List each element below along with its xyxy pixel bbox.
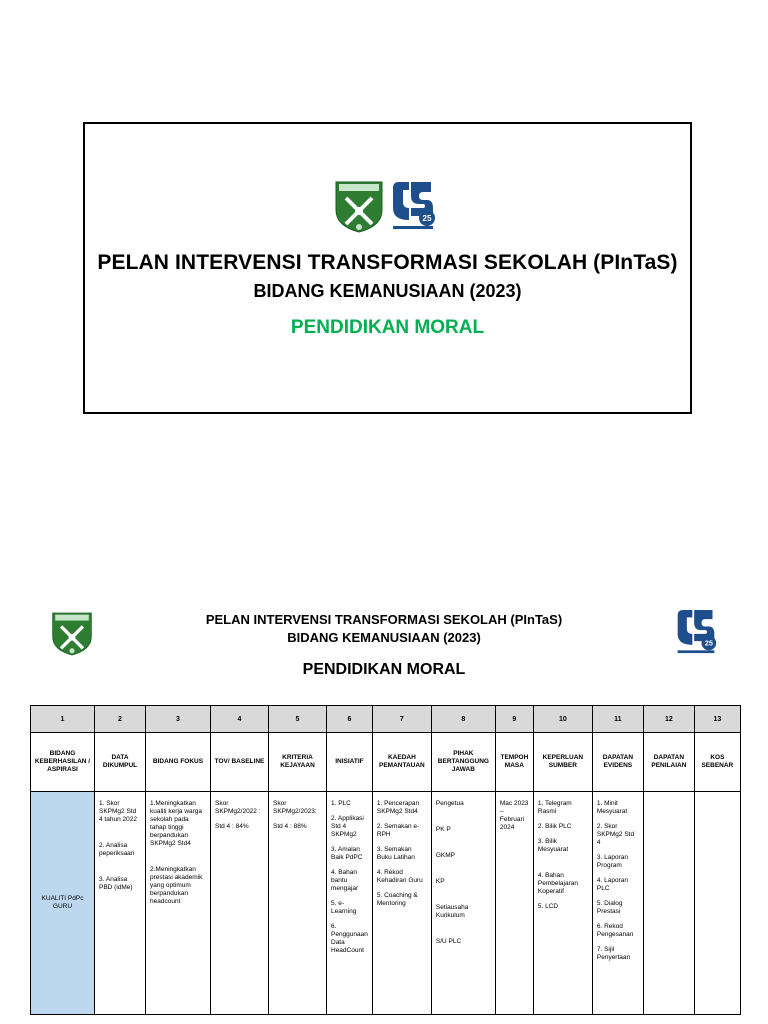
list-item: 2. Semakan e-RPH xyxy=(376,823,420,838)
dapatan-penilaian-cell xyxy=(643,792,694,1015)
column-number: 2 xyxy=(95,706,146,733)
kos-sebenar-cell xyxy=(694,792,740,1015)
cover-subtitle: BIDANG KEMANUSIAAN (2023) xyxy=(253,281,522,301)
column-number: 4 xyxy=(211,706,269,733)
list-item: 1. Skor SKPMg2 Std 4 tahun 2022 xyxy=(99,800,137,823)
column-header: INISIATIF xyxy=(327,733,373,792)
list-item: 1. PLC xyxy=(331,800,351,807)
keperluan-cell xyxy=(533,792,592,1015)
plan-table xyxy=(30,705,741,1015)
list-item: Skor SKPMg2/2023: xyxy=(273,800,317,815)
column-header: TOV/ BASELINE xyxy=(211,733,269,792)
list-item: 5. LCD xyxy=(537,903,559,910)
list-item: 1. Pencerapan SKPMg2 Std4 xyxy=(376,800,420,815)
list-item: 3. Amalan Baik PdPC xyxy=(331,846,363,861)
area-cell: KUALITI PdPc GURU xyxy=(31,792,95,1015)
list-item: 3. Analisa PBD (idMe) xyxy=(99,876,133,891)
column-header: KRITERIA KEJAYAAN xyxy=(269,733,327,792)
column-number: 9 xyxy=(495,706,533,733)
column-number: 13 xyxy=(694,706,740,733)
data-dikumpul-cell xyxy=(95,792,146,1015)
cover-box xyxy=(83,122,692,414)
list-item: 5. e-Learning xyxy=(331,900,357,915)
list-item: 3. Semakan Buku Latihan xyxy=(376,846,415,861)
list-item: 6. Penggunaan Data HeadCount xyxy=(331,923,368,954)
list-item: PK P xyxy=(435,826,451,833)
column-header: TEMPOH MASA xyxy=(495,733,533,792)
list-item: 4. Bahan Pembelajaran Koperatif xyxy=(537,872,578,895)
column-number: 7 xyxy=(372,706,431,733)
list-item: 7. Sijil Penyertaan xyxy=(596,946,631,961)
table-row xyxy=(31,792,741,1015)
dapatan-evidens-cell xyxy=(592,792,643,1015)
list-item: 1. Telegram Rasmi xyxy=(537,800,572,815)
list-item: 2. Bilik PLC xyxy=(537,823,572,830)
column-number: 11 xyxy=(592,706,643,733)
svg-text:25: 25 xyxy=(704,638,713,648)
list-item: 5. Dialog Prestasi xyxy=(596,900,623,915)
inisiatif-cell xyxy=(327,792,373,1015)
column-header: BIDANG FOKUS xyxy=(146,733,211,792)
list-item: Mac 2023 – Februari 2024 xyxy=(499,800,529,831)
list-item: 2.Meningkatkan prestasi akademik yang optimum berpandukan headcount xyxy=(150,866,203,905)
column-number: 8 xyxy=(431,706,495,733)
kriteria-cell xyxy=(269,792,327,1015)
list-item: 3. Laporan Program xyxy=(596,854,628,869)
list-item: 2. Skor SKPMg2 Std 4 xyxy=(596,823,635,846)
list-item: 1. Minit Mesyuarat xyxy=(596,800,628,815)
column-header: DAPATAN PENILAIAN xyxy=(643,733,694,792)
column-header-row xyxy=(31,733,741,792)
column-header: DATA DIKUMPUL xyxy=(95,733,146,792)
tempoh-cell xyxy=(495,792,533,1015)
list-item: KP xyxy=(435,878,445,885)
list-item: 4. Bahan bantu mengajar xyxy=(331,869,359,892)
pihak-cell xyxy=(431,792,495,1015)
tov-cell xyxy=(211,792,269,1015)
list-item: 1.Meningkatkan kualiti kerja warga sekolah pada tahap tinggi berpandukan SKPMg2 Std4 xyxy=(150,800,203,847)
column-number: 12 xyxy=(643,706,694,733)
list-item: 4. Laporan PLC xyxy=(596,877,628,892)
column-header: KOS SEBENAR xyxy=(694,733,740,792)
svg-text:25: 25 xyxy=(422,214,432,223)
cover-subject: PENDIDIKAN MORAL xyxy=(290,317,485,338)
list-item: Pengetua xyxy=(435,800,464,807)
list-item: Std 4 : 88% xyxy=(273,823,307,830)
column-header: DAPATAN EVIDENS xyxy=(592,733,643,792)
column-number: 10 xyxy=(533,706,592,733)
column-header: PIHAK BERTANGGUNG JAWAB xyxy=(431,733,495,792)
column-number: 1 xyxy=(31,706,95,733)
cover-title: PELAN INTERVENSI TRANSFORMASI SEKOLAH (PInTaS) xyxy=(97,251,678,274)
ts25-logo xyxy=(389,180,437,237)
list-item: Skor SKPMg2/2022 : xyxy=(215,800,261,815)
list-item: 3. Bilik Mesyuarat xyxy=(537,838,569,853)
column-number: 5 xyxy=(269,706,327,733)
list-item: 6. Rekod Pengesanan xyxy=(596,923,634,938)
list-item: 4. Rekod Kehadiran Guru xyxy=(376,869,423,884)
list-item: Std 4 : 84% xyxy=(215,823,249,830)
column-header: KEPERLUAN SUMBER xyxy=(533,733,592,792)
column-number-row xyxy=(31,706,741,733)
page-subject: PENDIDIKAN MORAL xyxy=(302,661,466,678)
list-item: 5. Coaching & Mentoring xyxy=(376,892,418,907)
bidang-fokus-cell xyxy=(146,792,211,1015)
page-title: PELAN INTERVENSI TRANSFORMASI SEKOLAH (PInTaS) xyxy=(205,612,563,627)
column-header: KAEDAH PEMANTAUAN xyxy=(372,733,431,792)
column-header: BIDANG KEBERHASILAN / ASPIRASI xyxy=(31,733,95,792)
column-number: 3 xyxy=(146,706,211,733)
list-item: 2. Analisa peperiksaan xyxy=(99,842,135,857)
list-item: GKMP xyxy=(435,852,456,859)
column-number: 6 xyxy=(327,706,373,733)
list-item: Setiausaha Kurikulum xyxy=(435,904,469,919)
page-subtitle: BIDANG KEMANUSIAAN (2023) xyxy=(287,630,481,645)
list-item: 2. Applikasi Std 4 SKPMg2 xyxy=(331,815,364,838)
list-item: S/U PLC xyxy=(435,938,462,945)
kaedah-cell xyxy=(372,792,431,1015)
